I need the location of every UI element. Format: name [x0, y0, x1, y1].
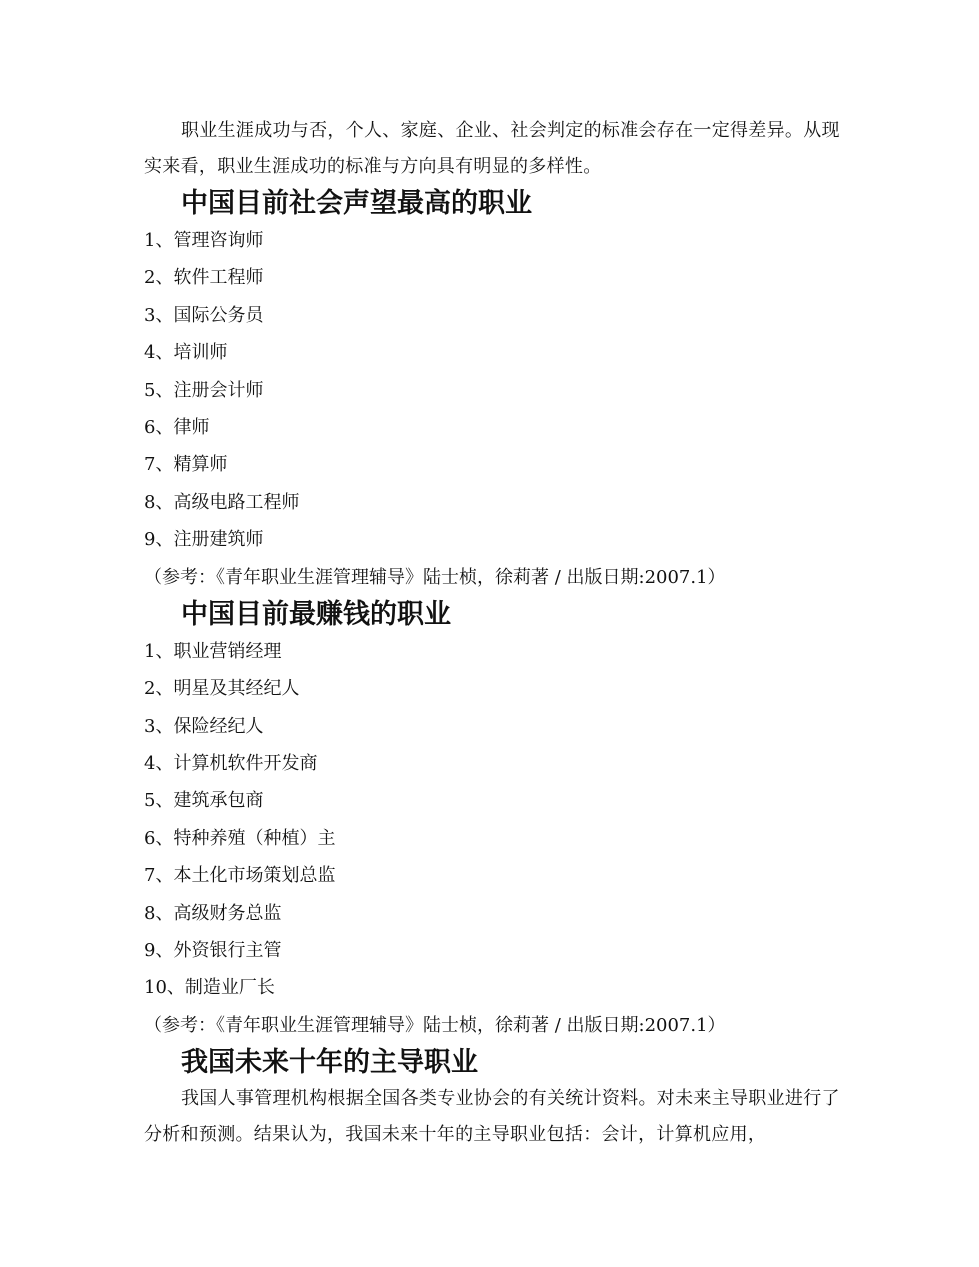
list-item: 4、培训师 [144, 342, 228, 364]
earning-jobs-list [144, 633, 844, 1007]
reference-note-earning: （参考：《青年职业生涯管理辅导》陆士桢，徐莉著 / 出版日期:2007.1） [144, 1014, 726, 1036]
list-item: 9、外资银行主管 [144, 940, 282, 962]
list-item: 3、保险经纪人 [144, 715, 264, 737]
section-heading-prestige: 中国目前社会声望最高的职业 [181, 188, 532, 219]
list-item: 9、注册建筑师 [144, 529, 264, 551]
section-heading-earning: 中国目前最赚钱的职业 [181, 598, 451, 630]
list-item: 6、律师 [144, 416, 210, 438]
list-item: 1、管理咨询师 [144, 230, 264, 251]
list-item: 1、职业营销经理 [144, 640, 282, 662]
list-item: 2、软件工程师 [144, 267, 264, 289]
page-content [144, 113, 844, 1153]
reference-note-prestige: （参考：《青年职业生涯管理辅导》陆士桢，徐莉著 / 出版日期:2007.1） [144, 566, 726, 588]
list-item: 8、高级电路工程师 [144, 491, 300, 513]
prestige-jobs-list [144, 222, 844, 559]
list-item: 5、注册会计师 [144, 379, 264, 401]
list-item: 7、本土化市场策划总监 [144, 865, 336, 887]
list-item: 8、高级财务总监 [144, 902, 282, 924]
section-heading-future: 我国未来十年的主导职业 [181, 1047, 478, 1079]
future-paragraph: 我国人事管理机构根据全国各类专业协会的有关统计资料。对未来主导职业进行了分析和预测。结果认为，我国未来十年的主导职业包括：会计，计算机应用， [144, 1088, 840, 1146]
list-item: 3、国际公务员 [144, 304, 264, 326]
list-item: 10、制造业厂长 [144, 977, 275, 999]
list-item: 4、计算机软件开发商 [144, 753, 318, 775]
list-item: 5、建筑承包商 [144, 790, 264, 812]
list-item: 7、精算师 [144, 454, 228, 476]
intro-paragraph: 职业生涯成功与否，个人、家庭、企业、社会判定的标准会存在一定得差异。从现实来看，职业生涯成功的标准与方向具有明显的多样性。 [144, 120, 840, 177]
list-item: 6、特种养殖（种植）主 [144, 827, 336, 849]
list-item: 2、明星及其经纪人 [144, 678, 300, 700]
